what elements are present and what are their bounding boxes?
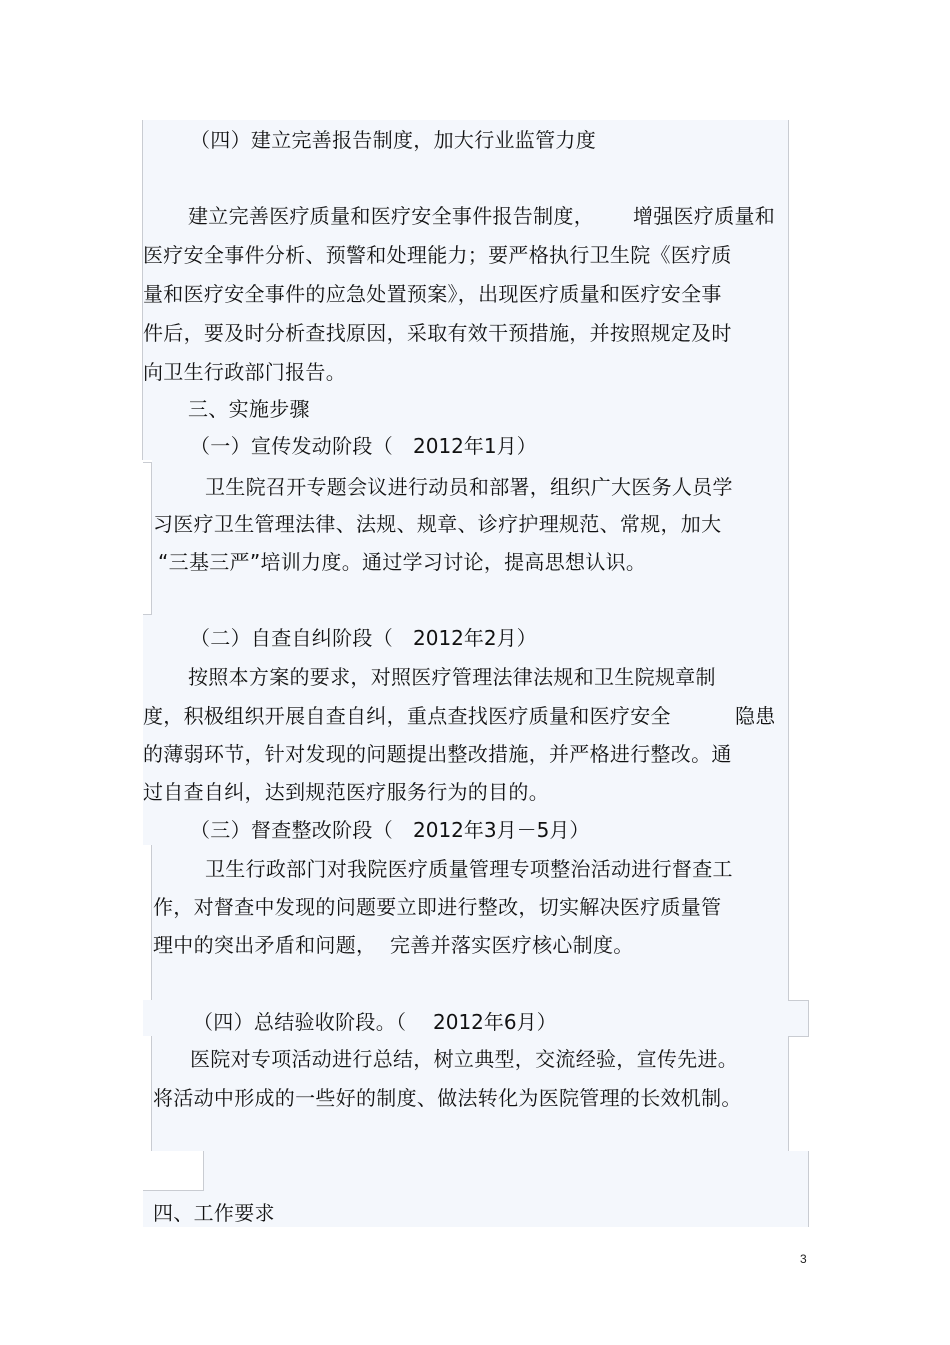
section-heading-implementation-steps: 三、实施步骤 [188, 397, 310, 421]
panel-border [143, 614, 152, 615]
body-line: 医疗安全事件分析、预警和处理能力；要严格执行卫生院《医疗质 [143, 243, 732, 267]
body-line: 卫生行政部门对我院医疗质量管理专项整治活动进行督查工 [205, 857, 733, 881]
body-line: 将活动中形成的一些好的制度、做法转化为医院管理的长效机制。 [153, 1086, 742, 1110]
subsection-heading-stage-1: （一）宣传发动阶段（ [190, 434, 393, 458]
panel-border [203, 1151, 204, 1191]
body-line: 理中的突出矛盾和问题， [153, 933, 377, 957]
subsection-heading-stage-3: （三）督查整改阶段（ [190, 818, 393, 842]
panel-border [808, 1000, 809, 1036]
body-line: 件后，要及时分析查找原因，采取有效干预措施，并按照规定及时 [143, 321, 732, 345]
panel-border [788, 1000, 809, 1001]
body-line: 量和医疗安全事件的应急处置预案》，出现医疗质量和医疗安全事 [143, 282, 722, 306]
stage-4-date: 2012年6月） [433, 1010, 557, 1034]
content-panel-bottom-right [203, 1151, 809, 1191]
body-line: 完善并落实医疗核心制度。 [390, 933, 634, 957]
body-line: 习医疗卫生管理法律、法规、规章、诊疗护理规范、常规，加大 [153, 512, 722, 536]
body-line: “三基三严”培训力度。通过学习讨论，提高思想认识。 [158, 550, 647, 574]
subsection-heading-stage-2: （二）自查自纠阶段（ [190, 626, 393, 650]
body-line: 按照本方案的要求，对照医疗管理法律法规和卫生院规章制 [188, 665, 716, 689]
panel-border [788, 120, 789, 1000]
stage-3-date: 2012年3月－5月） [413, 818, 590, 842]
subsection-heading-stage-4: （四）总结验收阶段。（ [193, 1010, 407, 1034]
body-line: 度，积极组织开展自查自纠，重点查找医疗质量和医疗安全 [143, 704, 671, 728]
body-line: 建立完善医疗质量和医疗安全事件报告制度， [188, 204, 594, 228]
body-line: 隐患 [735, 704, 776, 728]
body-line: 过自查自纠，达到规范医疗服务行为的目的。 [143, 780, 549, 804]
stage-2-date: 2012年2月） [413, 626, 537, 650]
panel-border [788, 1036, 809, 1037]
panel-border [143, 462, 152, 463]
body-line: 增强医疗质量和 [633, 204, 776, 228]
body-line: 作，对督查中发现的问题要立即进行整改，切实解决医疗质量管 [153, 895, 722, 919]
panel-border [151, 845, 152, 1000]
body-line: 卫生院召开专题会议进行动员和部署，组织广大医务人员学 [205, 475, 733, 499]
section-heading-work-requirements: 四、工作要求 [153, 1201, 275, 1225]
panel-border [151, 462, 152, 615]
panel-border [808, 1151, 809, 1227]
body-line: 医院对专项活动进行总结，树立典型，交流经验，宣传先进。 [190, 1047, 739, 1071]
panel-border [143, 1190, 203, 1191]
panel-border [788, 1036, 789, 1151]
body-line: 的薄弱环节，针对发现的问题提出整改措施，并严格进行整改。通 [143, 742, 732, 766]
page-number: 3 [800, 1252, 807, 1266]
subsection-heading-report-system: （四）建立完善报告制度，加大行业监管力度 [190, 128, 596, 152]
panel-border [151, 1036, 152, 1151]
stage-1-date: 2012年1月） [413, 434, 537, 458]
body-line: 向卫生行政部门报告。 [143, 360, 346, 384]
